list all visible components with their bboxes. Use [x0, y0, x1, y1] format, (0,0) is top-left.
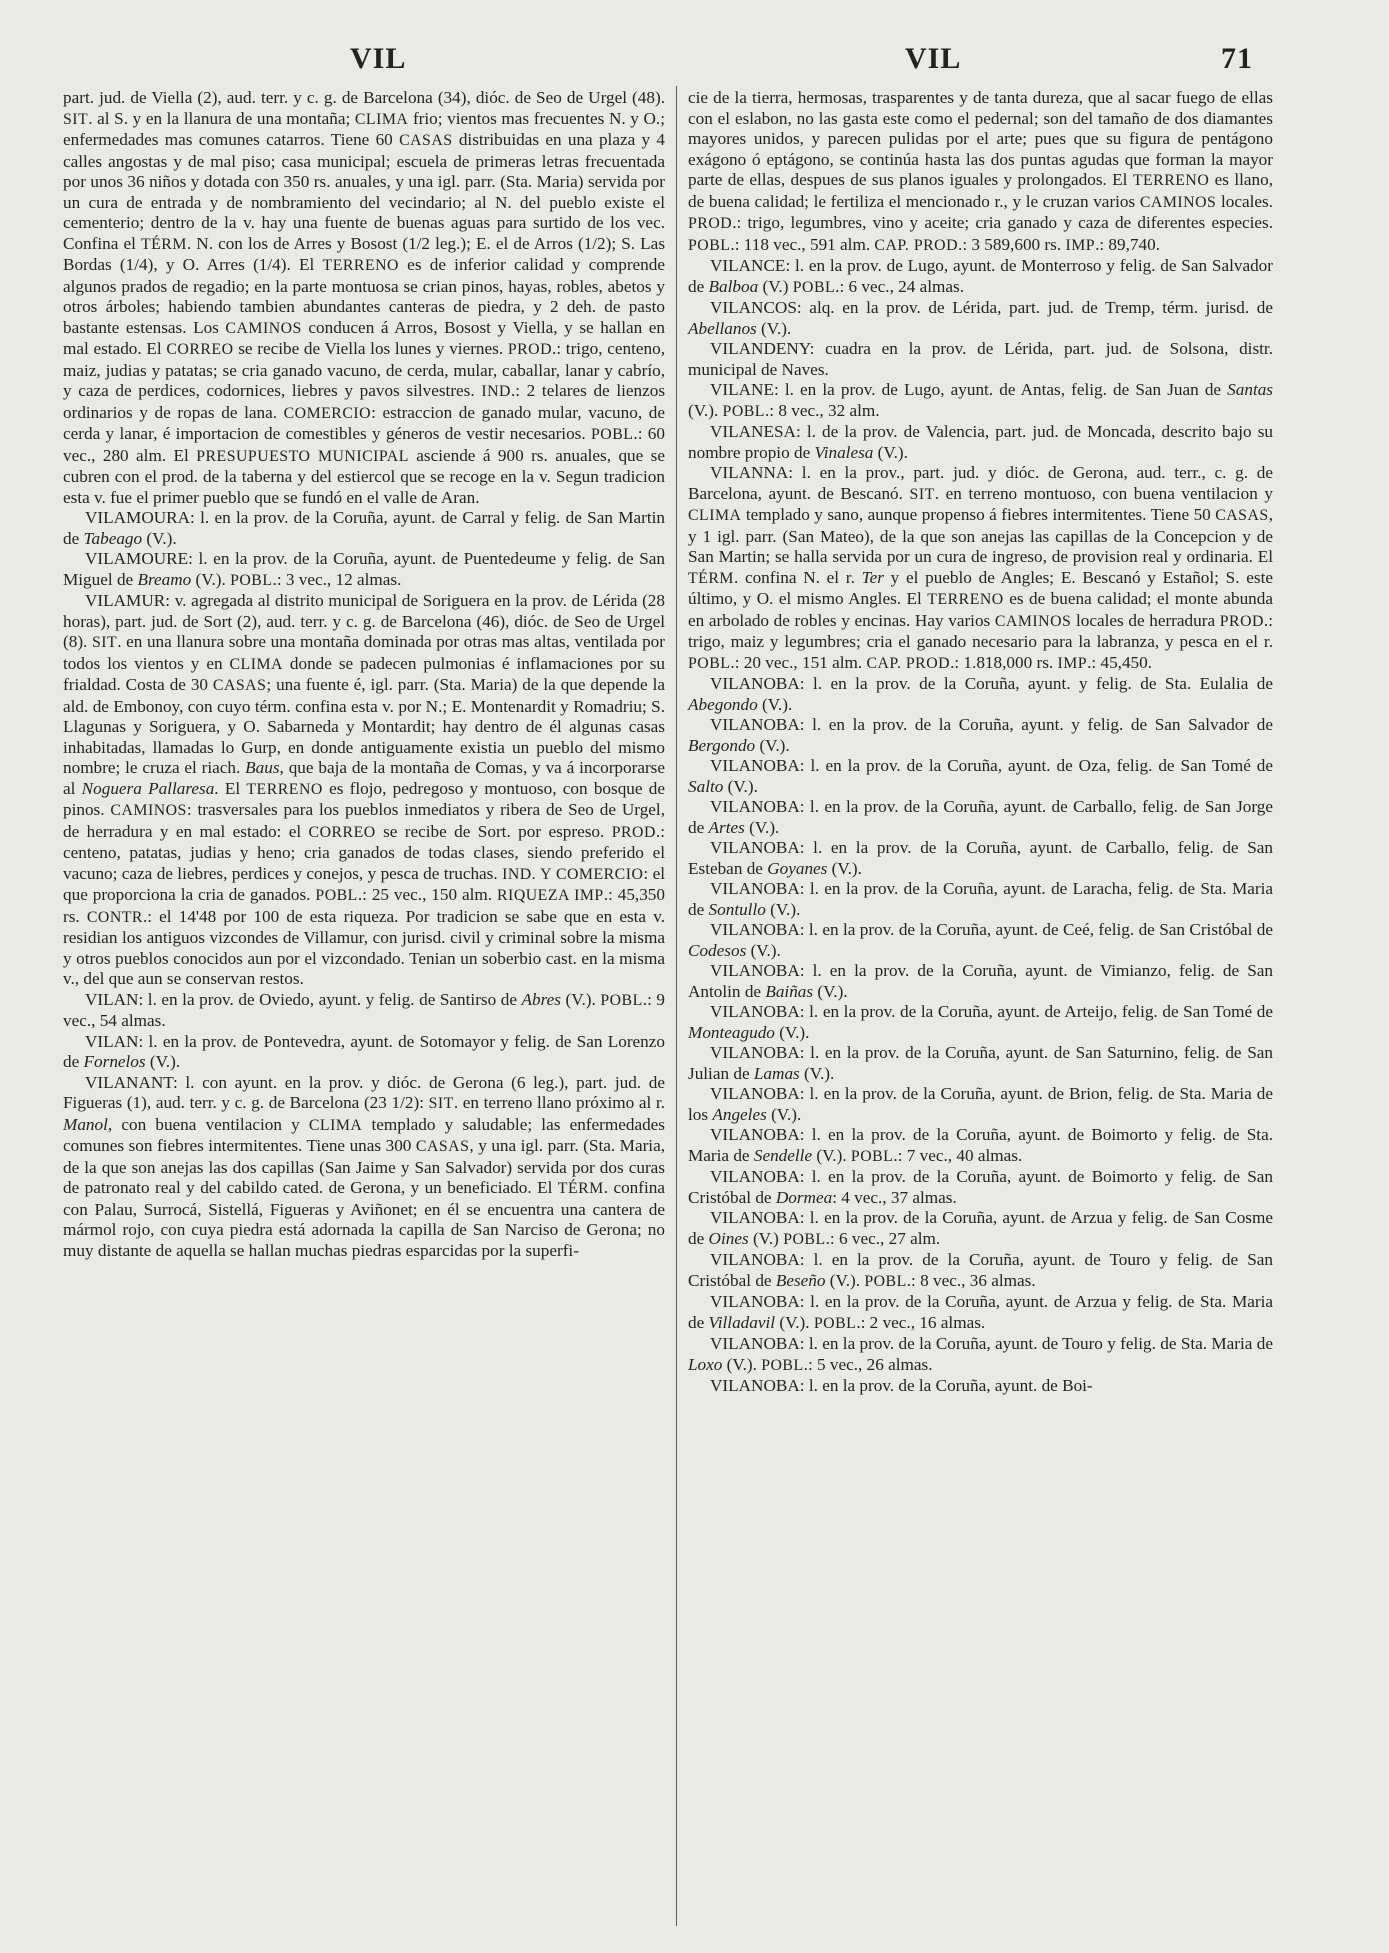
entry-text: (V.).	[766, 1104, 802, 1124]
section-label: CAMINOS	[225, 319, 302, 337]
column-divider	[676, 86, 677, 1926]
entry-headword: VILANOBA	[710, 1334, 800, 1353]
entry-text: . en una llanura sobre una montaña dominada por otras mas altas, ventilada por todos los vientos y en	[63, 632, 666, 673]
section-label: PRESUPUESTO MUNICIPAL	[196, 447, 409, 465]
entry-text: .: 45,450.	[1087, 652, 1153, 672]
entry-headword: VILANOBA	[710, 674, 800, 693]
entry-text: : v. agregada al distrito municipal de Soriguera en la prov. de Lérida (28 horas), part. jud. de Sort (2), aud. terr. y c. g. de Barcelona (46), dióc. de Seo de Urgel (8).	[63, 591, 665, 651]
dictionary-entry	[688, 1334, 1273, 1376]
entry-text: (V.)	[748, 1228, 784, 1248]
place-name-italic: Santas	[1227, 380, 1273, 399]
section-label: POBL	[783, 1230, 826, 1248]
entry-headword: VILANOBA	[710, 1376, 800, 1395]
entry-text: .: 2 telares de lienzos ordinarios y de ropas de lana.	[63, 381, 666, 422]
entry-text: .: 1.818,000 rs.	[950, 652, 1058, 672]
entry-text: : l. en la prov. de Lugo, ayunt. de Antas, felig. de San Juan de	[773, 380, 1228, 399]
place-name-italic: Noguera Pallaresa	[81, 778, 215, 798]
place-name-italic: Loxo	[688, 1354, 723, 1374]
right-column	[688, 88, 1273, 1397]
place-name-italic: Balboa	[708, 276, 759, 296]
dictionary-entry	[688, 838, 1273, 879]
dictionary-entry	[688, 298, 1273, 339]
dictionary-entry	[688, 1002, 1273, 1043]
entry-text: .: 6 vec., 27 alm.	[825, 1228, 941, 1248]
section-label: POBL	[688, 654, 731, 672]
entry-headword: VILANOBA	[710, 838, 800, 857]
dictionary-entry	[688, 879, 1273, 920]
entry-text: .: 118 vec., 591 alm.	[730, 234, 875, 254]
entry-text: . confina con Palau, Surrocá, Sistellá, Figueras y Aviñonet; en él se encuentra una cantera de mármol rojo, con cuya piedra está adornada la capilla de San Narciso de Gerona; no muy distante de aquella se hallan muchas piedras esparcidas por la superfi-	[63, 1178, 665, 1260]
entry-text: (V.).	[561, 989, 601, 1009]
dictionary-entry	[688, 1292, 1273, 1334]
place-name-italic: Baus	[245, 758, 280, 777]
entry-text: . al S. y en la llanura de una montaña;	[88, 108, 355, 128]
entry-text: : l. en la prov. de la Coruña, ayunt. de Carral y felig. de San Martin de	[63, 508, 665, 548]
entry-text: (V.).	[145, 1052, 181, 1071]
section-label: CASAS	[415, 1138, 470, 1155]
entry-text: .: 2 vec., 16 almas.	[856, 1312, 986, 1332]
section-label: RIQUEZA IMP	[497, 887, 604, 904]
entry-text: locales.	[1216, 191, 1273, 211]
entry-text: part. jud. de Viella (2), aud. terr. y c. g. de Barcelona (34), dióc. de Seo de Urgel (48).	[63, 88, 665, 107]
section-label: TERRENO	[1132, 172, 1210, 189]
section-label: CLIMA	[688, 507, 742, 524]
section-label: CAP. PROD	[874, 236, 959, 254]
entry-text: : l. en la prov. de la Coruña, ayunt. de San Saturnino, felig. de San Julian de	[688, 1043, 1273, 1083]
dictionary-entry	[63, 1032, 665, 1073]
dictionary-entry	[688, 463, 1273, 674]
section-label: POBL	[590, 426, 634, 443]
section-label: PROD	[507, 341, 553, 358]
entry-text: .: 5 vec., 26 almas.	[803, 1354, 933, 1374]
place-name-italic: Abres	[521, 989, 561, 1009]
entry-headword: VILANOBA	[710, 715, 800, 734]
entry-text: se recibe de Sort. por espreso.	[375, 821, 612, 841]
section-label: POBL	[813, 1314, 857, 1332]
place-name-italic: Sontullo	[708, 899, 766, 919]
place-name-italic: Salto	[688, 776, 724, 796]
entry-headword: VILANESA	[710, 422, 796, 441]
place-name-italic: Tabeago	[83, 528, 143, 548]
entry-text: .: 3 589,600 rs.	[958, 234, 1066, 254]
entry-text: .: trigo, maiz y legumbres; cria el ganado necesario para la labranza, y pesca en el r.	[688, 610, 1273, 651]
entry-text: (V.).	[723, 776, 758, 796]
entry-text: : l. en la prov. de la Coruña, ayunt. de Arzua y felig. de San Cosme de	[688, 1208, 1273, 1248]
place-name-italic: Angeles	[712, 1104, 767, 1124]
entry-text: (V.).	[744, 817, 780, 837]
place-name-italic: Manol	[63, 1114, 108, 1134]
dictionary-entry	[688, 1376, 1273, 1397]
entry-text: : cuadra en la prov. de Lérida, part. jud. de Solsona, distr. municipal de Naves.	[688, 339, 1273, 379]
entry-text: .: 8 vec., 32 alm.	[764, 400, 880, 420]
section-label: CAMINOS	[994, 612, 1072, 630]
dictionary-entry	[688, 1208, 1273, 1250]
entry-text: : l. en la prov. de la Coruña, ayunt. de Ceé, felig. de San Cristóbal de	[799, 920, 1273, 939]
section-label: CLIMA	[229, 655, 283, 673]
section-label: TÉRM	[688, 569, 734, 587]
place-name-italic: Breamo	[137, 569, 192, 589]
dictionary-entry	[688, 256, 1273, 298]
dictionary-entry	[688, 715, 1273, 756]
entry-text: : alq. en la prov. de Lérida, part. jud. de Tremp, térm. jurisd. de	[796, 298, 1273, 317]
section-label: IND. Y COMERCIO	[502, 865, 644, 883]
section-label: CAMINOS	[1139, 193, 1217, 211]
entry-headword: VILANOBA	[710, 1002, 800, 1021]
dictionary-entry	[688, 920, 1273, 961]
entry-text: : l. en la prov. de la Coruña, ayunt. de Arzua y felig. de Sta. Maria de	[688, 1292, 1273, 1332]
entry-headword: VILAMOURE	[85, 549, 189, 568]
section-label: IMP	[1057, 654, 1088, 672]
entry-headword: VILANOBA	[710, 920, 800, 939]
page-number: 71	[1221, 42, 1253, 75]
entry-text: . N. con los de Arres y Bosost (1/2 leg.); E. el de Arros (1/2); S. Las Bordas (1/4), y O. Arres (1/4). El	[63, 233, 666, 274]
entry-text: es flojo, pedregoso y montuoso, con bosque de pinos.	[63, 778, 666, 819]
entry-text: . en terreno montuoso, con buena ventilacion y	[934, 483, 1273, 503]
entry-text: (V.).	[799, 1063, 835, 1083]
entry-headword: VILANOBA	[710, 1167, 800, 1186]
section-label: TERRENO	[927, 591, 1004, 608]
section-label: CAMINOS	[110, 802, 187, 819]
place-name-italic: Lamas	[753, 1063, 800, 1083]
entry-text: (V.).	[765, 899, 801, 919]
dictionary-entry	[688, 339, 1273, 380]
entry-headword: VILANOBA	[710, 961, 800, 980]
section-label: CORREO	[166, 341, 234, 358]
entry-text: .: 7 vec., 40 almas.	[893, 1145, 1023, 1165]
entry-text: (V.).	[873, 442, 908, 462]
entry-text: templado y sano, aunque propenso á fiebres intermitentes. Tiene 50	[741, 505, 1216, 524]
entry-text: .: centeno, patatas, judias y heno; cria ganados de todas clases, siendo preferido el vacuno; caza de liebres, perdices y conejos, y pesca de truchas.	[63, 821, 665, 883]
section-label: CASAS	[212, 677, 267, 694]
entry-text: .: el 14'48 por 100 de esta riqueza. Por tradicion se sabe que en esta v. residian los antiguos vizcondes de Villamur, con jurisd. civil y criminal sobre la misma y otros pueblos conocidos aun por el vizcondado. Tenian un soberbio cast. en la misma v., del que aun se conservan restos.	[63, 906, 665, 988]
entry-text: : l. en la prov. de la Coruña, ayunt. de Boimorto y felig. de Sta. Maria de	[688, 1125, 1273, 1165]
dictionary-entry	[688, 1167, 1273, 1208]
entry-text: frio; vientos mas frecuentes N. y O.; enfermedades mas comunes catarros. Tiene 60	[63, 108, 665, 149]
entry-headword: VILANOBA	[710, 1125, 800, 1144]
running-head-right: VIL	[905, 42, 962, 75]
entry-text: , que baja de la montaña de Comas, y va á incorporarse al	[63, 758, 666, 798]
entry-text: : l. con ayunt. en la prov. y dióc. de Gerona (6 leg.), part. jud. de Figueras (1), aud. terr. y c. g. de Barcelona (23 1/2):	[63, 1072, 665, 1112]
entry-headword: VILANOBA	[710, 1208, 800, 1227]
entry-headword: VILANE	[710, 380, 774, 399]
entry-text: : estraccion de ganado mular, vacuno, de cerda y lanar, é importacion de comestibles y géneros de vestir necesarios.	[63, 402, 665, 443]
section-label: POBL	[722, 402, 765, 420]
entry-text: : l. en la prov. de la Coruña, ayunt. y felig. de Sta. Eulalia de	[799, 674, 1273, 693]
section-label: CASAS	[1215, 507, 1269, 524]
entry-headword: VILANNA	[710, 463, 789, 482]
place-name-italic: Artes	[708, 817, 745, 837]
entry-text: distribuidas en una plaza y 4 calles angostas y de mal piso; casa municipal; escuela de primeras letras frecuentada por unos 36 niños y dotada con 350 rs. anuales, y una igl. parr. (Sta. Maria) servida por un cura de entrada y de nombramiento del vecindario; al N. del pueblo existe el cementerio; dentro de la v. hay una fuente de buenas aguas para surtido de los vec. Confina el	[63, 130, 665, 253]
entry-headword: VILAN	[85, 989, 139, 1009]
entry-text: , y una igl. parr. (Sta. Maria, de la que son anejas las dos capillas (San Jaime y San Salvador) servida por dos curas de patronato real y del cabildo cated. de Gerona, y un beneficiado. El	[63, 1136, 665, 1197]
section-label: POBL	[792, 278, 836, 296]
entry-text: (V.).	[688, 400, 723, 420]
section-label: POBL	[600, 991, 643, 1009]
entry-text: , con buena ventilacion y	[107, 1114, 309, 1134]
entry-headword: VILANCOS	[710, 298, 797, 317]
entry-headword: VILANOBA	[710, 1292, 800, 1311]
place-name-italic: Villadavil	[708, 1312, 776, 1332]
entry-continuation	[688, 88, 1273, 256]
section-label: TÉRM	[140, 235, 187, 253]
entry-text: .: 3 vec., 12 almas.	[272, 569, 402, 589]
entry-text: .: trigo, centeno, maiz, judias y patatas; se cria ganado vacuno, de cerda, mular, caballar, lanar y cabrío, y caza de perdices, codornices, liebres y pavos silvestres.	[63, 339, 666, 400]
entry-text: : l. en la prov. de la Coruña, ayunt. de Laracha, felig. de Sta. Maria de	[688, 879, 1273, 919]
place-name-italic: Monteagudo	[688, 1022, 775, 1042]
entry-text: . en terreno llano próximo al r.	[453, 1093, 665, 1112]
dictionary-entry	[688, 422, 1273, 463]
dictionary-entry	[688, 797, 1273, 838]
section-label: PROD	[688, 215, 733, 232]
entry-text: .: 9 vec., 54 almas.	[63, 989, 665, 1030]
section-label: POBL	[864, 1272, 907, 1290]
entry-text: : l. en la prov. de la Coruña, ayunt. de Arteijo, felig. de San Tomé de	[799, 1002, 1273, 1021]
entry-text: : l. en la prov. de la Coruña, ayunt. de Carballo, felig. de San Jorge de	[688, 797, 1273, 837]
place-name-italic: Abellanos	[688, 318, 757, 338]
entry-headword: VILANOBA	[710, 797, 800, 816]
entry-text: . confina N. el r.	[733, 567, 862, 587]
entry-text: (V.).	[722, 1354, 762, 1374]
entry-text: : el que proporciona la cria de ganados.	[63, 863, 665, 904]
entry-text: (V.).	[191, 569, 231, 589]
section-label: COMERCIO	[283, 404, 372, 422]
entry-text: (V.).	[142, 528, 177, 548]
place-name-italic: Goyanes	[767, 858, 828, 878]
section-label: CONTR	[86, 908, 143, 926]
dictionary-entry	[688, 1125, 1273, 1167]
section-label: TERRENO	[322, 257, 399, 274]
entry-headword: VILANDENY	[710, 339, 810, 358]
entry-text: donde se padecen pulmonias é inflamaciones por su frialdad. Costa de 30	[63, 653, 665, 694]
section-label: IMP	[1065, 236, 1096, 254]
place-name-italic: Dormea	[775, 1187, 833, 1207]
dictionary-entry	[688, 674, 1273, 715]
entry-text: : l. en la prov. de Oviedo, ayunt. y felig. de Santirso de	[138, 989, 522, 1009]
entry-text: (V.)	[758, 276, 793, 296]
entry-text: .: 20 vec., 151 alm.	[730, 652, 867, 672]
dictionary-entry	[688, 1084, 1273, 1125]
section-label: CLIMA	[354, 110, 409, 128]
dictionary-entry	[63, 1073, 665, 1262]
entry-text: : l. en la prov. de Lugo, ayunt. de Monterroso y felig. de San Salvador de	[688, 256, 1273, 296]
entry-text: ; una fuente é, igl. parr. (Sta. Maria) de la que depende la ald. de Embonoy, con cuyo térm. confina esta v. por N.; E. Montenardit y Romadriu; S. Llagunas y Soriguera, y O. Sabarneda y Montardit; hay dentro de él algunas casas inhabitadas, llamadas lo Gurp, en donde antiguamente existia un pueblo del mismo nombre; le cruza el riach.	[63, 675, 665, 777]
dictionary-entry	[63, 508, 665, 549]
section-label: SIT	[909, 485, 935, 503]
entry-text: (V.).	[827, 858, 862, 878]
entry-text: .: 60 vec., 280 alm. El	[63, 424, 665, 465]
section-label: CLIMA	[308, 1116, 363, 1134]
section-label: POBL	[688, 236, 731, 254]
entry-text: (V.).	[825, 1270, 865, 1290]
entry-text: : trasversales para los pueblos inmediatos y ribera de Seo de Urgel, de herradura y en mal estado: el	[63, 800, 665, 841]
place-name-italic: Beseño	[775, 1270, 826, 1290]
entry-text: .: 25 vec., 150 alm.	[357, 885, 498, 904]
entry-text: : 4 vec., 37 almas.	[832, 1187, 957, 1207]
entry-headword: VILANANT	[85, 1072, 173, 1092]
entry-text: es de buena calidad; el monte abunda en arbolado de robles y encinas. Hay varios	[688, 589, 1273, 630]
entry-text: conducen á Arros, Bosost y Viella, y se hallan en mal estado. El	[63, 317, 665, 358]
entry-text: : l. de la prov. de Valencia, part. jud. de Moncada, descrito bajo su nombre propio de	[688, 422, 1273, 462]
entry-text: templado y saludable; las enfermedades comunes son fiebres intermitentes. Tiene unas 300	[63, 1114, 665, 1155]
dictionary-entry	[688, 1250, 1273, 1292]
section-label: SIT	[91, 634, 118, 651]
entry-text: (V.).	[812, 1145, 851, 1165]
dictionary-entry	[63, 549, 665, 591]
entry-text: : l. en la prov. de la Coruña, ayunt. de Touro y felig. de San Cristóbal de	[688, 1250, 1273, 1290]
section-label: CAP. PROD	[866, 654, 951, 672]
entry-text: .: 45,350 rs.	[63, 885, 665, 926]
entry-text: : l. en la prov. de la Coruña, ayunt. de Boimorto y felig. de San Cristóbal de	[688, 1167, 1273, 1207]
entry-text: : l. en la prov. de Pontevedra, ayunt. de Sotomayor y felig. de San Lorenzo de	[63, 1031, 665, 1071]
dictionary-entry	[688, 961, 1273, 1002]
entry-text: (V.).	[775, 1312, 814, 1332]
entry-text: .: trigo, legumbres, vino y aceite; cria ganado y caza de diferentes especies.	[732, 213, 1273, 232]
dictionary-entry	[688, 380, 1273, 422]
place-name-italic: Fornelos	[83, 1052, 146, 1071]
running-head-left: VIL	[350, 42, 407, 75]
section-label: TERRENO	[246, 780, 323, 798]
entry-headword: VILANOBA	[710, 879, 800, 898]
place-name-italic: Bergondo	[688, 735, 756, 755]
entry-text: .: 6 vec., 24 almas.	[835, 276, 965, 296]
section-label: CASAS	[399, 132, 453, 149]
dictionary-entry	[63, 591, 665, 990]
entry-headword: VILANOBA	[710, 1084, 800, 1103]
entry-text: .: 89,740.	[1095, 234, 1160, 254]
entry-text: (V.).	[756, 318, 792, 338]
entry-text: locales de herradura	[1071, 610, 1220, 630]
entry-headword: VILANOBA	[710, 756, 800, 775]
section-label: POBL	[850, 1147, 894, 1165]
section-label: PROD	[1219, 612, 1264, 630]
entry-headword: VILANOBA	[710, 1250, 800, 1269]
section-label: POBL	[761, 1356, 804, 1374]
entry-text: (V.).	[755, 735, 790, 755]
dictionary-entry	[688, 756, 1273, 797]
entry-text: : l. en la prov. de la Coruña, ayunt. de Puentedeume y felig. de San Miguel de	[63, 549, 665, 589]
entry-text: .: 8 vec., 36 almas.	[906, 1270, 1036, 1290]
entry-text: (V.).	[746, 940, 781, 960]
entry-text: : l. en la prov. de la Coruña, ayunt. de Oza, felig. de San Tomé de	[799, 756, 1273, 775]
entry-text: : l. en la prov. de la Coruña, ayunt. de Vimianzo, felig. de San Antolin de	[688, 961, 1273, 1001]
entry-text: . El	[214, 778, 247, 798]
entry-text: : l. en la prov. de la Coruña, ayunt. de Carballo, felig. de San Esteban de	[688, 838, 1273, 878]
dictionary-entry	[688, 1043, 1273, 1084]
left-column	[63, 88, 665, 1261]
section-label: TÉRM	[557, 1180, 604, 1197]
entry-text: (V.).	[813, 981, 848, 1001]
section-label: PROD	[611, 823, 656, 841]
entry-text: : l. en la prov. de la Coruña, ayunt. de Touro y felig. de Sta. Maria de	[799, 1334, 1273, 1353]
place-name-italic: Vinalesa	[814, 442, 874, 462]
entry-text: asciende á 900 rs. anuales, que se cubren con el prod. de la taberna y del estiercol que se recoge en la v. Segun tradicion esta v. fue el primer pueblo que se fundó en el valle de Aran.	[63, 445, 665, 507]
place-name-italic: Codesos	[688, 940, 747, 960]
place-name-italic: Baiñas	[765, 981, 814, 1001]
entry-text: y el pueblo de Angles; E. Bescanó y Estañol; S. este último, y O. el mismo Angles. El	[688, 567, 1273, 608]
entry-headword: VILAN	[85, 1031, 139, 1051]
entry-text: : l. en la prov., part. jud. y dióc. de Gerona, aud. terr., c. g. de Barcelona, ayunt. de Bescanó.	[688, 463, 1273, 503]
section-label: POBL	[230, 571, 273, 589]
entry-text: es de inferior calidad y comprende algunos prados de regadio; en la parte montuosa se crian pinos, hayas, robles, abetos y otros árboles; habiendo tambien abundantes canteras de piedra, y 2 deh. de pasto bastante estensas. Los	[63, 255, 665, 337]
section-label: CORREO	[308, 823, 376, 841]
section-label: POBL	[315, 887, 358, 904]
entry-text: (V.).	[757, 694, 793, 714]
place-name-italic: Abegondo	[688, 694, 758, 714]
entry-headword: VILAMUR	[85, 591, 166, 610]
dictionary-entry	[63, 990, 665, 1032]
entry-text: cie de la tierra, hermosas, trasparentes y de tanta dureza, que al sacar fuego de ellas con el eslabon, no las gasta este como el pedernal; son del tamaño de dos diamantes mayores unidos, y parecen pulidas por el arte; pues que su figura de pentágono exágono ó eptágono, se continúa hasta las dos puntas agudas que forman la mayor parte de ellas, despues de sus planos iguales y prolongados. El	[688, 88, 1273, 189]
section-label: SIT	[428, 1095, 454, 1112]
section-label: SIT	[63, 110, 89, 128]
entry-text: es llano, de buena calidad; le fertiliza el mencionado r., y le cruzan varios	[688, 170, 1274, 211]
entry-text: , y 1 igl. parr. (San Mateo), de la que son anejas las capillas de la Concepcion y de San Martin; se halla servida por un cura de ingreso, de provision real y ordinaria. El	[688, 505, 1273, 566]
entry-headword: VILAMOURA	[85, 508, 191, 527]
entry-continuation	[63, 88, 665, 508]
entry-text: : l. en la prov. de la Coruña, ayunt. y felig. de San Salvador de	[799, 715, 1273, 734]
place-name-italic: Oines	[708, 1228, 749, 1248]
entry-text: (V.).	[774, 1022, 810, 1042]
entry-text: : l. en la prov. de la Coruña, ayunt. de Boi-	[799, 1376, 1093, 1395]
section-label: IND	[481, 383, 511, 400]
entry-text: se recibe de Viella los lunes y viernes.	[233, 339, 508, 358]
entry-headword: VILANOBA	[710, 1043, 800, 1062]
entry-text: : l. en la prov. de la Coruña, ayunt. de Brion, felig. de Sta. Maria de los	[688, 1084, 1273, 1124]
place-name-italic: Ter	[861, 567, 884, 587]
place-name-italic: Sendelle	[753, 1145, 813, 1165]
entry-headword: VILANCE	[710, 256, 786, 275]
